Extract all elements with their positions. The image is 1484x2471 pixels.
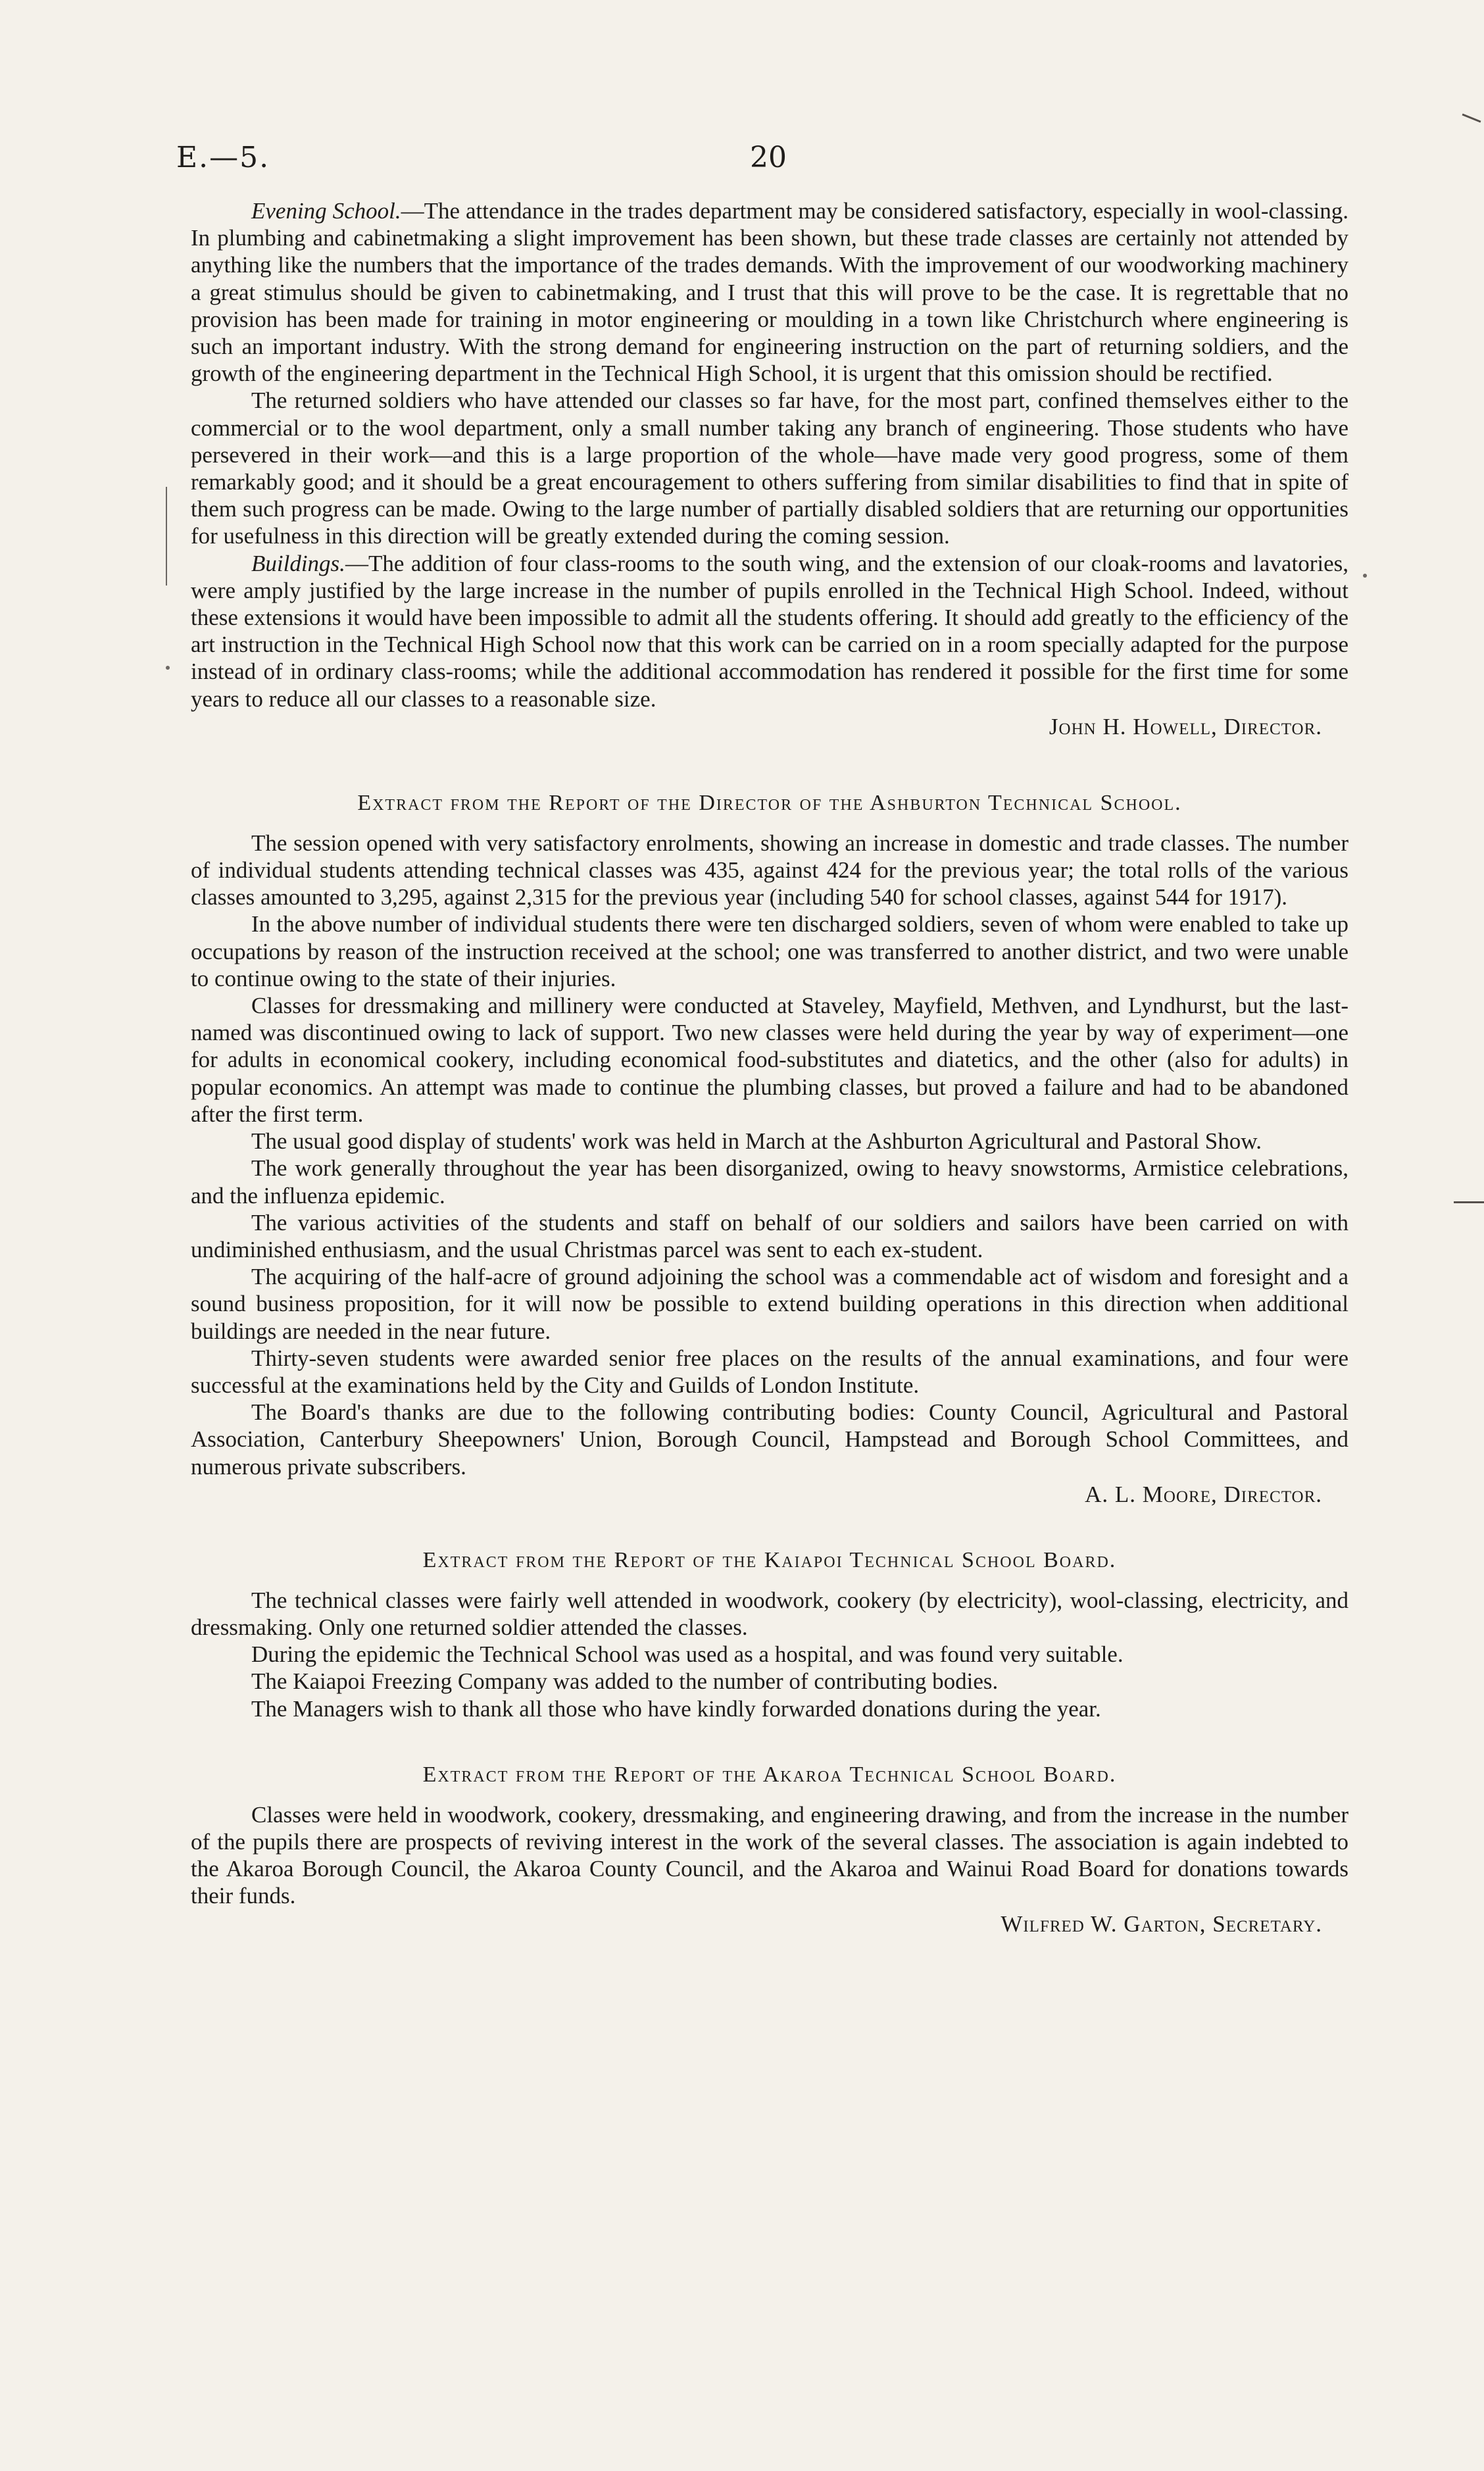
- paragraph: In the above number of individual students there were ten discharged soldiers, seven of whom were enabled to take up occupations by reason of the instruction received at the school; one was transferred to another district, and two were unable to continue owing to the state of their injuries.: [191, 911, 1348, 991]
- page-header: [176, 141, 1360, 187]
- paragraph-returned-soldiers: [191, 387, 1348, 549]
- page-body: [191, 197, 1348, 1937]
- margin-dot: [166, 666, 170, 670]
- paragraph-text: —The addition of four class-rooms to the south wing, and the extension of our cloak-rooms and lavatories, were amply justified by the large increase in the number of pupils enrolled in the Technical High School. Indeed, without these extensions it would have been impossible to admit all the students offering. It should add greatly to the efficiency of the art instruction in the Technical High School now that this work can be carried on in a room specially adapted for the purpose instead of in ordinary class-rooms; while the additional accommodation has rendered it possible for the first time for some years to reduce all our classes to a reasonable size.: [191, 550, 1348, 712]
- signature-garton: Wilfred W. Garton, Secretary.: [1001, 1910, 1322, 1937]
- paragraph: The usual good display of students' work was held in March at the Ashburton Agricultural and Pastoral Show.: [251, 1128, 1262, 1155]
- section-heading-ashburton: Extract from the Report of the Director of the Ashburton Technical School.: [357, 790, 1182, 815]
- paragraph: Thirty-seven students were awarded senior free places on the results of the annual examinations, and four were successful at the examinations held by the City and Guilds of London Institute.: [191, 1345, 1348, 1398]
- paragraph: The Kaiapoi Freezing Company was added to the number of contributing bodies.: [251, 1668, 999, 1695]
- paragraph: The acquiring of the half-acre of ground adjoining the school was a commendable act of wisdom and foresight and a sound business proposition, for it will now be possible to extend building operations in this direction when additional buildings are needed in the near future.: [191, 1264, 1348, 1344]
- paragraph-lead: Buildings.: [251, 550, 345, 576]
- paragraph-evening-school: [191, 197, 1348, 387]
- signature-moore: A. L. Moore, Director.: [1085, 1481, 1322, 1507]
- paragraph: The Managers wish to thank all those who have kindly forwarded donations during the year.: [251, 1695, 1101, 1722]
- paragraph-text: —The attendance in the trades department may be considered satisfactory, especially in wool-classing. In plumbing and cabinetmaking a slight improvement has been shown, but these trade classes are certainly not attended by anything like the numbers that the importance of the trades demands. With the improvement of our woodworking machinery a great stimulus should be given to cabinetmaking, and I trust that this will prove to be the case. It is regrettable that no provision has been made for training in motor engineering or moulding in a town like Christchurch where engineering is such an important industry. With the strong demand for engineering instruction on the part of returning soldiers, and the growth of the engineering department in the Technical High School, it is urgent that this omission should be rectified.: [191, 198, 1349, 387]
- section-heading-akaroa: Extract from the Report of the Akaroa Technical School Board.: [422, 1762, 1117, 1787]
- paragraph: Classes for dressmaking and millinery were conducted at Staveley, Mayfield, Methven, and Lyndhurst, but the last-named was discontinued owing to lack of support. Two new classes were held during the year by way of experiment—one for adults in economical cookery, including economical food-substitutes and diatetics, and the other (also for adults) in popular economics. An attempt was made to continue the plumbing classes, but proved a failure and had to be abandoned after the first term.: [191, 993, 1348, 1127]
- paragraph: The Board's thanks are due to the following contributing bodies: County Council, Agricultural and Pastoral Association, Canterbury Sheepowners' Union, Borough Council, Hampstead and Borough School Committees, and numerous private subscribers.: [191, 1399, 1348, 1480]
- margin-dash: [1454, 1201, 1484, 1203]
- paragraph: Classes were held in woodwork, cookery, dressmaking, and engineering drawing, and from the increase in the number of the pupils there are prospects of reviving interest in the work of the several classes. The association is again indebted to the Akaroa Borough Council, the Akaroa County Council, and the Akaroa and Wainui Road Board for donations towards their funds.: [191, 1801, 1348, 1909]
- paragraph-buildings: [191, 550, 1348, 712]
- page-number: 20: [750, 141, 787, 174]
- document-reference: E.—5.: [176, 141, 270, 174]
- margin-mark: [1462, 113, 1481, 122]
- paragraph: During the epidemic the Technical School was used as a hospital, and was found very suitable.: [251, 1641, 1124, 1668]
- paragraph-lead: Evening School.: [251, 198, 401, 224]
- paragraph: The work generally throughout the year has been disorganized, owing to heavy snowstorms, Armistice celebrations, and the influenza epidemic.: [191, 1155, 1348, 1209]
- signature-howell: John H. Howell, Director.: [1049, 713, 1322, 739]
- margin-bracket: [166, 487, 171, 586]
- section-heading-kaiapoi: Extract from the Report of the Kaiapoi Technical School Board.: [422, 1547, 1117, 1572]
- paragraph-text: The returned soldiers who have attended our classes so far have, for the most part, confined themselves either to the commercial or to the wool department, only a small number taking any branch of engineering. Those students who have persevered in their work—and this is a large proportion of the whole—have made very good progress, some of them remarkably good; and it should be a great encouragement to others suffering from similar disabilities to find that in spite of them such progress can be made. Owing to the large number of partially disabled soldiers that are returning our opportunities for usefulness in this direction will be greatly extended during the coming session.: [191, 387, 1348, 549]
- paragraph: The session opened with very satisfactory enrolments, showing an increase in domestic and trade classes. The number of individual students attending technical classes was 435, against 424 for the previous year; the total rolls of the various classes amounted to 3,295, against 2,315 for the previous year (including 540 for school classes, against 544 for 1917).: [191, 830, 1348, 911]
- margin-dot: [1363, 574, 1367, 578]
- paragraph: The technical classes were fairly well attended in woodwork, cookery (by electricity), wool-classing, electricity, and dressmaking. Only one returned soldier attended the classes.: [191, 1587, 1348, 1640]
- paragraph: The various activities of the students and staff on behalf of our soldiers and sailors have been carried on with undiminished enthusiasm, and the usual Christmas parcel was sent to each ex-student.: [191, 1209, 1348, 1262]
